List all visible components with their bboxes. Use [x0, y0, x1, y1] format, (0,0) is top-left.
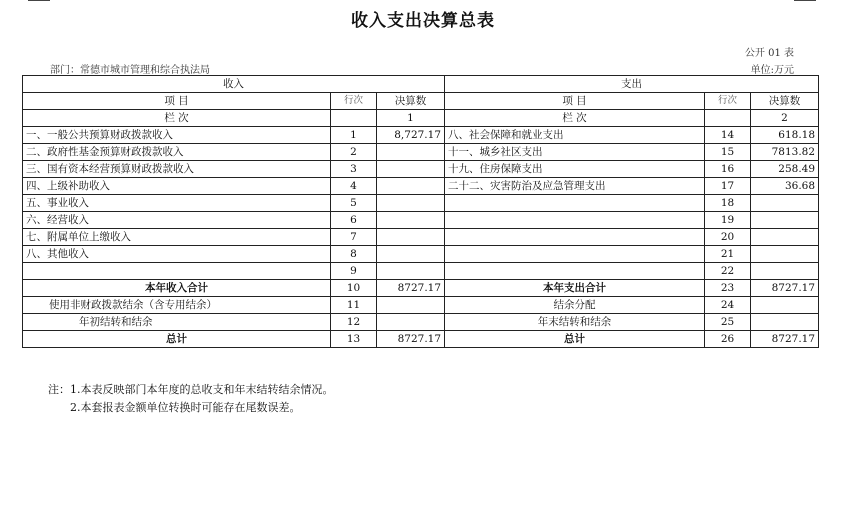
income-row-no-cell: 2	[331, 144, 377, 161]
expense-item-cell: 八、社会保障和就业支出	[445, 127, 705, 144]
header-row-column-no	[23, 110, 819, 127]
income-row-no-cell: 11	[331, 297, 377, 314]
income-item-cell: 年初结转和结余	[23, 314, 331, 331]
expense-row-no-cell: 15	[705, 144, 751, 161]
income-amount-cell	[377, 195, 445, 212]
expense-amount-header: 决算数	[751, 93, 819, 110]
expense-header: 支出	[445, 76, 819, 93]
expense-row-no-cell: 20	[705, 229, 751, 246]
expense-item-cell	[445, 229, 705, 246]
department-label: 部门：常德市城市管理和综合执法局	[50, 65, 210, 76]
income-item-cell: 八、其他收入	[23, 246, 331, 263]
income-amount-cell	[377, 178, 445, 195]
income-item-cell: 六、经营收入	[23, 212, 331, 229]
income-item-cell: 七、附属单位上缴收入	[23, 229, 331, 246]
income-item-cell: 使用非财政拨款结余（含专用结余）	[23, 297, 331, 314]
expense-amount-cell	[751, 314, 819, 331]
income-row-no-cell: 4	[331, 178, 377, 195]
expense-item-cell: 年末结转和结余	[445, 314, 705, 331]
income-amount-cell	[377, 263, 445, 280]
total-row	[23, 331, 819, 348]
expense-row-no-cell: 18	[705, 195, 751, 212]
header-row-columns	[23, 93, 819, 110]
expense-row-no-cell: 22	[705, 263, 751, 280]
page-title: 收入支出决算总表	[351, 11, 495, 31]
income-header: 收入	[23, 76, 445, 93]
table-row	[23, 161, 819, 178]
note-1: 注：1.本表反映部门本年度的总收支和年末结转结余情况。	[48, 383, 334, 396]
expense-item-cell	[445, 195, 705, 212]
expense-row-no-cell: 26	[705, 331, 751, 348]
total-row	[23, 297, 819, 314]
expense-amount-cell: 618.18	[751, 127, 819, 144]
expense-amount-cell	[751, 246, 819, 263]
income-amount-cell: 8,727.17	[377, 127, 445, 144]
expense-row-no-cell: 25	[705, 314, 751, 331]
expense-item-header: 项 目	[445, 93, 705, 110]
expense-amount-cell: 7813.82	[751, 144, 819, 161]
income-amount-cell: 8727.17	[377, 280, 445, 297]
income-item-cell: 本年收入合计	[23, 280, 331, 297]
expense-row-no-cell: 19	[705, 212, 751, 229]
header-row-group	[23, 76, 819, 93]
expense-amount-cell: 8727.17	[751, 280, 819, 297]
expense-item-cell	[445, 246, 705, 263]
top-rule-right	[794, 0, 816, 1]
income-item-cell: 三、国有资本经营预算财政拨款收入	[23, 161, 331, 178]
income-amount-header: 决算数	[377, 93, 445, 110]
expense-row-no-header: 行次	[705, 93, 751, 110]
expense-item-cell	[445, 212, 705, 229]
expense-amount-cell: 258.49	[751, 161, 819, 178]
expense-amount-cell	[751, 212, 819, 229]
table-row	[23, 178, 819, 195]
income-row-no-cell: 8	[331, 246, 377, 263]
expense-column-label: 栏 次	[445, 110, 705, 127]
table-row	[23, 144, 819, 161]
income-row-no-cell: 13	[331, 331, 377, 348]
income-amount-cell	[377, 144, 445, 161]
income-item-cell: 一、一般公共预算财政拨款收入	[23, 127, 331, 144]
income-amount-cell	[377, 297, 445, 314]
income-item-cell: 五、事业收入	[23, 195, 331, 212]
expense-row-no-cell: 14	[705, 127, 751, 144]
table-row	[23, 263, 819, 280]
expense-column-empty	[705, 110, 751, 127]
income-item-cell	[23, 263, 331, 280]
top-rule-left	[28, 0, 50, 1]
income-item-cell: 二、政府性基金预算财政拨款收入	[23, 144, 331, 161]
expense-row-no-cell: 24	[705, 297, 751, 314]
expense-amount-cell	[751, 229, 819, 246]
expense-item-cell: 本年支出合计	[445, 280, 705, 297]
income-row-no-cell: 1	[331, 127, 377, 144]
expense-amount-cell	[751, 195, 819, 212]
income-row-no-cell: 9	[331, 263, 377, 280]
expense-column-no: 2	[751, 110, 819, 127]
income-amount-cell	[377, 246, 445, 263]
expense-item-cell: 二十二、灾害防治及应急管理支出	[445, 178, 705, 195]
income-item-cell: 总计	[23, 331, 331, 348]
income-row-no-cell: 3	[331, 161, 377, 178]
income-amount-cell	[377, 229, 445, 246]
income-amount-cell	[377, 212, 445, 229]
income-column-label: 栏 次	[23, 110, 331, 127]
expense-item-cell: 结余分配	[445, 297, 705, 314]
income-column-no: 1	[377, 110, 445, 127]
expense-amount-cell	[751, 297, 819, 314]
expense-amount-cell	[751, 263, 819, 280]
income-amount-cell	[377, 314, 445, 331]
income-column-empty	[331, 110, 377, 127]
unit-label: 单位:万元	[750, 65, 794, 76]
income-row-no-cell: 5	[331, 195, 377, 212]
income-row-no-cell: 12	[331, 314, 377, 331]
income-item-header: 项 目	[23, 93, 331, 110]
form-number: 公开 01 表	[744, 48, 794, 59]
total-row	[23, 314, 819, 331]
expense-item-cell	[445, 263, 705, 280]
table-row	[23, 246, 819, 263]
note-2: 2.本套报表金额单位转换时可能存在尾数误差。	[70, 401, 301, 414]
expense-item-cell: 总计	[445, 331, 705, 348]
income-row-no-cell: 7	[331, 229, 377, 246]
income-amount-cell: 8727.17	[377, 331, 445, 348]
expense-row-no-cell: 21	[705, 246, 751, 263]
summary-table	[22, 75, 819, 348]
table-row	[23, 127, 819, 144]
expense-amount-cell: 36.68	[751, 178, 819, 195]
income-item-cell: 四、上级补助收入	[23, 178, 331, 195]
table-row	[23, 229, 819, 246]
income-row-no-header: 行次	[331, 93, 377, 110]
expense-amount-cell: 8727.17	[751, 331, 819, 348]
expense-item-cell: 十九、住房保障支出	[445, 161, 705, 178]
income-row-no-cell: 10	[331, 280, 377, 297]
total-row	[23, 280, 819, 297]
income-row-no-cell: 6	[331, 212, 377, 229]
expense-item-cell: 十一、城乡社区支出	[445, 144, 705, 161]
notes	[48, 381, 334, 417]
income-amount-cell	[377, 161, 445, 178]
table-row	[23, 212, 819, 229]
expense-row-no-cell: 17	[705, 178, 751, 195]
expense-row-no-cell: 23	[705, 280, 751, 297]
expense-row-no-cell: 16	[705, 161, 751, 178]
table-row	[23, 195, 819, 212]
